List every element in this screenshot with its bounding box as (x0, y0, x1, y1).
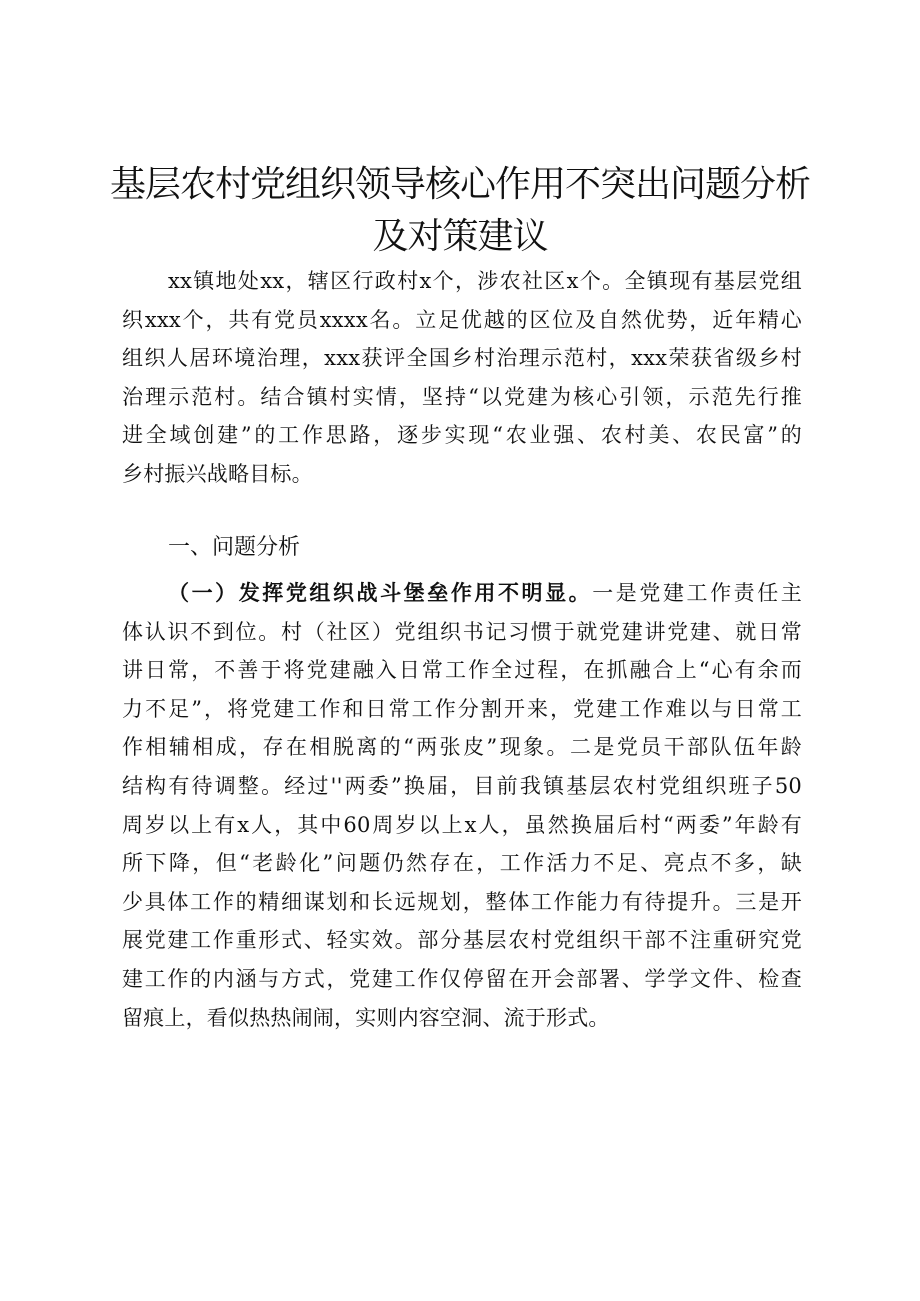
intro-line: 进全域创建”的工作思路，逐步实现“农业强、农村美、农民富”的 (122, 423, 802, 447)
intro-line: 治理示范村。结合镇村实情，坚持“以党建为核心引领，示范先行推 (122, 384, 802, 409)
body-line: 体认识不到位。村（社区）党组织书记习惯于就党建讲党建、就日常 (122, 619, 802, 644)
intro-paragraph (122, 262, 802, 493)
document-title-line-1: 基层农村党组织领导核心作用不突出问题分析 (109, 164, 810, 205)
document-title-line-2: 及对策建议 (372, 216, 548, 257)
intro-line: 织xxx个，共有党员xxxx名。立足优越的区位及自然优势，近年精心 (122, 307, 802, 332)
intro-line: xx镇地处xx，辖区行政村x个，涉农社区x个。全镇现有基层党组 (168, 269, 802, 293)
body-line: 力不足”，将党建工作和日常工作分割开来，党建工作难以与日常工 (122, 696, 802, 721)
subsection-title: （一）发挥党组织战斗堡垒作用不明显。 (168, 580, 593, 605)
body-line: 建工作的内涵与方式，党建工作仅停留在开会部署、学学文件、检查 (122, 966, 802, 991)
section-heading: 一、问题分析 (168, 535, 301, 560)
body-line: 所下降，但“老龄化”问题仍然存在，工作活力不足、亮点不多，缺 (122, 851, 802, 876)
body-line: 少具体工作的精细谋划和长远规划，整体工作能力有待提升。三是开 (122, 889, 802, 914)
body-line: 作相辅相成，存在相脱离的“两张皮”现象。二是党员干部队伍年龄 (122, 735, 802, 760)
body-first-line-rest: 一是党建工作责任主 (592, 581, 802, 605)
body-paragraph (122, 574, 802, 1037)
body-line: 留痕上，看似热热闹闹，实则内容空洞、流于形式。 (122, 1005, 610, 1030)
body-first-line (122, 574, 802, 613)
body-line: 展党建工作重形式、轻实效。部分基层农村党组织干部不注重研究党 (122, 928, 802, 953)
intro-line: 组织人居环境治理，xxx获评全国乡村治理示范村，xxx荣获省级乡村 (122, 346, 802, 370)
body-line: 周岁以上有x人，其中60周岁以上x人，虽然换届后村“两委”年龄有 (122, 812, 802, 837)
body-line: 讲日常，不善于将党建融入日常工作全过程，在抓融合上“心有余而 (122, 658, 802, 683)
body-line: 结构有待调整。经过''两委”换届，目前我镇基层农村党组织班子50 (122, 773, 802, 798)
intro-line: 乡村振兴战略目标。 (122, 461, 313, 486)
